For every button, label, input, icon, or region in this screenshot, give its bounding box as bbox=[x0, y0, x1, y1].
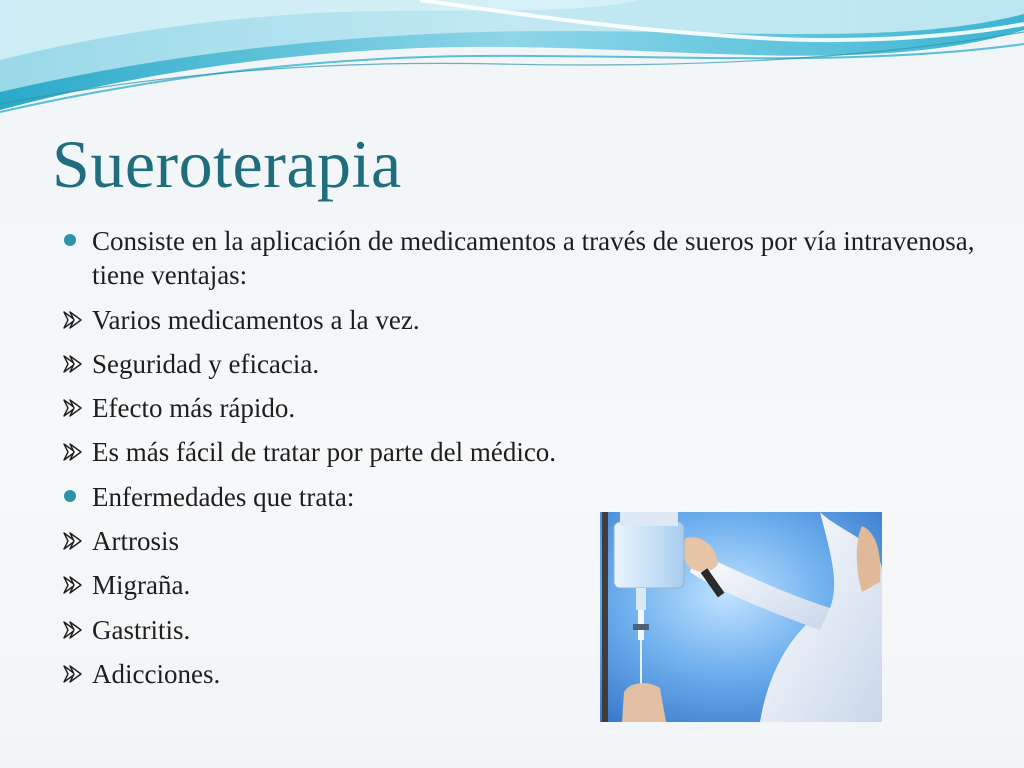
list-item bbox=[62, 435, 982, 469]
arrow-bullet-icon bbox=[62, 391, 88, 425]
list-item-text: Artrosis bbox=[92, 525, 179, 556]
list-item-text: Consiste en la aplicación de medicamentos a través de sueros por vía intravenosa, tiene ventajas: bbox=[92, 226, 975, 291]
arrow-bullet-icon bbox=[62, 657, 88, 691]
list-item-text: Migraña. bbox=[92, 570, 191, 601]
wave-header-decoration bbox=[0, 0, 1024, 130]
list-item-text: Enfermedades que trata: bbox=[92, 481, 355, 512]
list-item-text: Adicciones. bbox=[92, 658, 221, 689]
arrow-bullet-icon bbox=[62, 303, 88, 337]
slide-title: Sueroterapia bbox=[52, 126, 402, 202]
list-item-text: Gastritis. bbox=[92, 614, 191, 645]
list-item-text: Efecto más rápido. bbox=[92, 393, 296, 424]
list-item bbox=[62, 391, 982, 425]
list-item-text: Es más fácil de tratar por parte del médico. bbox=[92, 437, 557, 468]
arrow-bullet-icon bbox=[62, 524, 88, 558]
list-item-text: Seguridad y eficacia. bbox=[92, 348, 320, 379]
arrow-bullet-icon bbox=[62, 347, 88, 381]
bullet-dot-icon bbox=[62, 480, 88, 514]
arrow-bullet-icon bbox=[62, 435, 88, 469]
arrow-bullet-icon bbox=[62, 568, 88, 602]
arrow-bullet-icon bbox=[62, 613, 88, 647]
list-item bbox=[62, 347, 982, 381]
list-item bbox=[62, 224, 982, 293]
list-item bbox=[62, 480, 982, 514]
list-item-text: Varios medicamentos a la vez. bbox=[92, 304, 420, 335]
list-item bbox=[62, 303, 982, 337]
bullet-dot-icon bbox=[62, 224, 88, 258]
iv-drip-photo bbox=[600, 512, 882, 722]
